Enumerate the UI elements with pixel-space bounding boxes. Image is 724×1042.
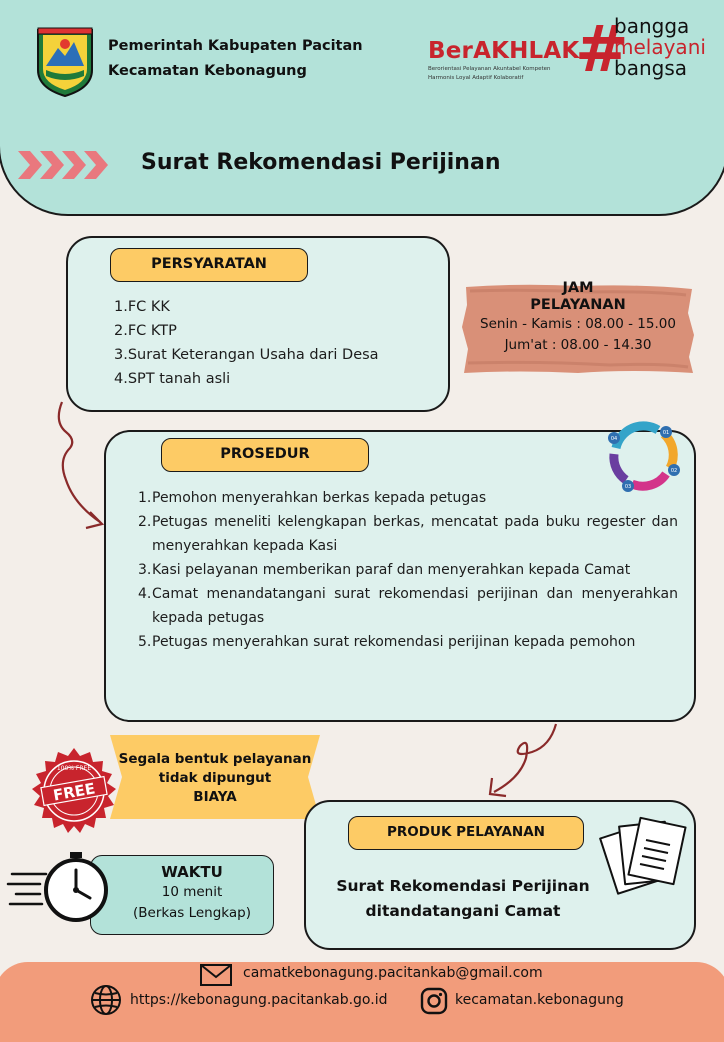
cycle-process-icon <box>602 418 686 496</box>
stopwatch-icon <box>6 848 110 928</box>
berakhlak-logo <box>428 38 580 82</box>
list-text: Petugas menyerahkan surat rekomendasi perijinan kepada pemohon <box>152 634 636 650</box>
government-line-1: Pemerintah Kabupaten Pacitan <box>108 38 363 54</box>
berakhlak-subtitle-2: Harmonis Loyal Adaptif Kolaboratif <box>428 75 524 81</box>
list-item: 3.Surat Keterangan Usaha dari Desa <box>114 347 379 363</box>
fee-note <box>110 750 320 807</box>
list-number: 2. <box>138 514 152 530</box>
cycle-step-label: 01 <box>662 430 670 436</box>
list-text: Petugas meneliti kelengkapan berkas, mencatat pada buku regester dan menyerahkan kepada Kasi <box>152 514 678 554</box>
fee-note-line-1: Segala bentuk pelayanan <box>118 751 312 767</box>
berakhlak-title: BerAKHLAK <box>428 38 580 64</box>
list-item: 2.FC KTP <box>114 323 177 339</box>
mail-icon <box>200 964 232 986</box>
list-item <box>138 486 678 510</box>
government-name <box>108 34 363 84</box>
page-title: Surat Rekomendasi Perijinan <box>141 150 501 175</box>
stamp-word: FREE <box>51 779 97 805</box>
list-text: Pemohon menyerahkan berkas kepada petugas <box>152 490 487 506</box>
list-item <box>138 558 678 582</box>
time-duration: 10 menit <box>161 884 223 900</box>
fee-note-line-3: BIAYA <box>193 789 237 805</box>
instagram-icon <box>420 987 448 1015</box>
chevron-arrows-icon <box>18 148 128 182</box>
requirements-label: PERSYARATAN <box>110 248 308 282</box>
list-item <box>138 582 678 630</box>
list-number: 3. <box>138 562 152 578</box>
time-title: WAKTU <box>161 863 223 881</box>
procedure-label: PROSEDUR <box>161 438 369 472</box>
curved-arrow-icon <box>470 722 570 802</box>
instagram-link[interactable]: kecamatan.kebonagung <box>455 992 624 1008</box>
list-item: 1.FC KK <box>114 299 170 315</box>
product-description <box>318 874 608 924</box>
list-number: 1. <box>138 490 152 506</box>
service-hours-title-1: JAM <box>562 280 594 296</box>
time-condition: (Berkas Lengkap) <box>133 905 251 921</box>
stamp-ring-text: 100% FREE <box>56 765 92 772</box>
product-line-1: Surat Rekomendasi Perijinan <box>336 877 590 895</box>
service-hours-weekday: Senin - Kamis : 08.00 - 15.00 <box>480 316 676 332</box>
berakhlak-subtitle-1: Berorientasi Pelayanan Akuntabel Kompeten <box>428 66 551 72</box>
fee-note-line-2: tidak dipungut <box>158 770 272 786</box>
bangsa-word: bangsa <box>614 56 687 80</box>
list-text: Kasi pelayanan memberikan paraf dan menyerahkan kepada Camat <box>152 562 631 578</box>
cycle-step-label: 04 <box>610 436 618 442</box>
product-line-2: ditandatangani Camat <box>365 902 561 920</box>
melayani-word: melayani <box>614 35 706 59</box>
product-label: PRODUK PELAYANAN <box>348 816 584 850</box>
list-item <box>138 630 678 654</box>
requirements-list <box>114 295 379 391</box>
documents-icon <box>598 812 690 900</box>
globe-icon <box>90 984 122 1016</box>
bangga-melayani-bangsa-logo <box>614 16 706 79</box>
cycle-step-label: 03 <box>624 484 632 490</box>
time-info <box>112 862 272 924</box>
bangga-word: bangga <box>614 14 690 38</box>
list-item: 4.SPT tanah asli <box>114 371 231 387</box>
procedure-list <box>138 486 678 654</box>
government-line-2: Kecamatan Kebonagung <box>108 63 307 79</box>
cycle-step-label: 02 <box>670 468 678 474</box>
regency-emblem-icon <box>34 26 96 98</box>
list-item <box>138 510 678 558</box>
service-hours-friday: Jum'at : 08.00 - 14.30 <box>504 337 652 353</box>
list-text: Camat menandatangani surat rekomendasi perijinan dan menyerahkan kepada petugas <box>152 586 678 626</box>
service-hours <box>460 280 696 356</box>
email-link[interactable]: camatkebonagung.pacitankab@gmail.com <box>243 965 543 981</box>
list-number: 4. <box>138 586 152 602</box>
list-number: 5. <box>138 634 152 650</box>
hashtag-icon: # <box>575 13 629 87</box>
website-link[interactable]: https://kebonagung.pacitankab.go.id <box>130 992 388 1008</box>
service-hours-title-2: PELAYANAN <box>530 297 626 313</box>
free-stamp-icon <box>28 746 120 838</box>
